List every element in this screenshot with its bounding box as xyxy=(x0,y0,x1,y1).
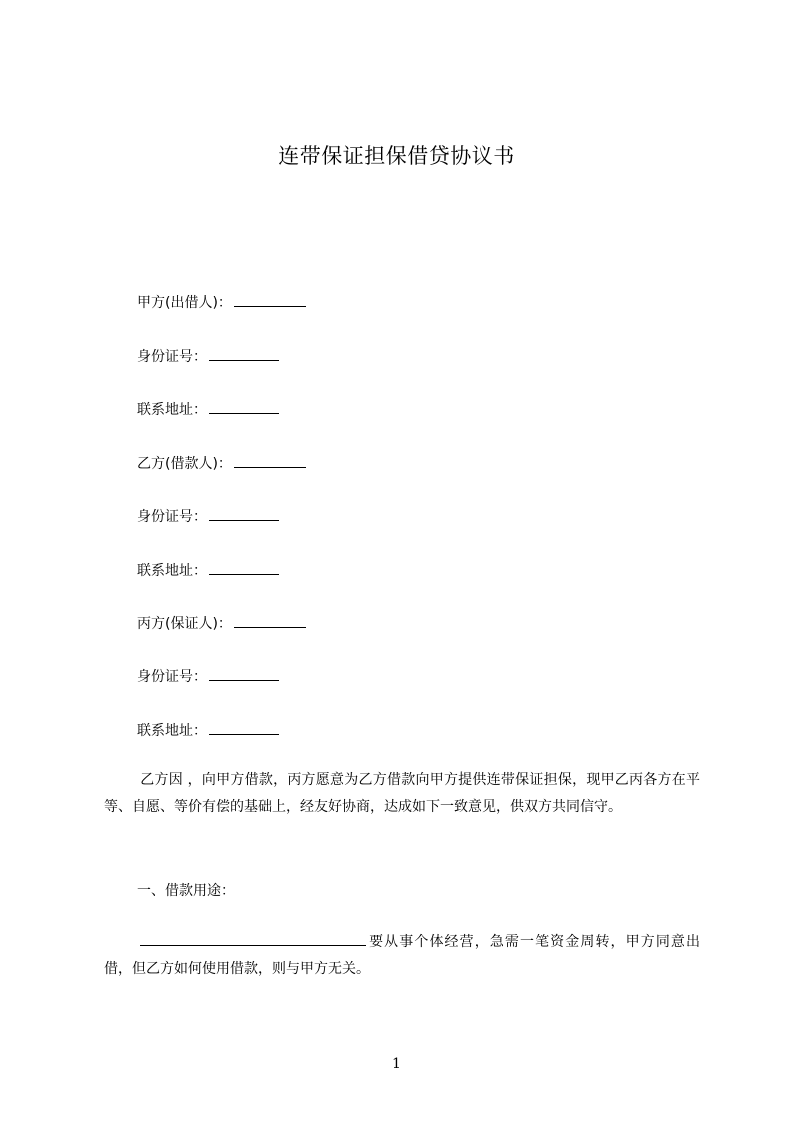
guarantor-id-field xyxy=(137,666,279,687)
borrower-address-label: 联系地址： xyxy=(137,563,207,579)
borrower-id-field xyxy=(137,506,279,527)
document-title: 连带保证担保借贷协议书 xyxy=(278,144,515,168)
guarantor-address-field xyxy=(137,720,279,741)
guarantor-name-label: 丙方(保证人)： xyxy=(137,616,232,632)
section-one-paragraph xyxy=(104,929,700,983)
borrower-id-label: 身份证号： xyxy=(137,509,207,525)
lender-address-blank[interactable] xyxy=(209,399,279,414)
guarantor-name-field xyxy=(137,613,306,634)
lender-address-field xyxy=(137,399,279,420)
borrower-address-field xyxy=(137,560,279,581)
lender-id-label: 身份证号： xyxy=(137,349,207,365)
intro-paragraph xyxy=(104,767,700,821)
guarantor-id-label: 身份证号： xyxy=(137,669,207,685)
borrower-name-blank[interactable] xyxy=(234,453,306,468)
guarantor-address-blank[interactable] xyxy=(209,720,279,735)
borrower-address-blank[interactable] xyxy=(209,560,279,575)
lender-name-field xyxy=(137,292,306,313)
guarantor-name-blank[interactable] xyxy=(234,613,306,628)
section-one-heading: 一、借款用途： xyxy=(137,883,235,899)
lender-address-label: 联系地址： xyxy=(137,402,207,418)
borrower-id-blank[interactable] xyxy=(209,506,279,521)
lender-id-field xyxy=(137,346,279,367)
lender-name-blank[interactable] xyxy=(234,292,306,307)
lender-id-blank[interactable] xyxy=(209,346,279,361)
borrower-name-field xyxy=(137,453,306,474)
intro-text: 乙方因 ，向甲方借款，丙方愿意为乙方借款向甲方提供连带保证担保，现甲乙丙各方在平等、自愿、等价有偿的基础上，经友好协商，达成如下一致意见，供双方共同信守。 xyxy=(104,772,700,815)
lender-name-label: 甲方(出借人)： xyxy=(137,295,232,311)
section-one-text: 要从事个体经营，急需一笔资金周转，甲方同意出借，但乙方如何使用借款，则与甲方无关。 xyxy=(104,934,700,977)
borrower-name-label: 乙方(借款人)： xyxy=(137,456,232,472)
guarantor-id-blank[interactable] xyxy=(209,666,279,681)
usage-blank[interactable] xyxy=(140,931,366,946)
guarantor-address-label: 联系地址： xyxy=(137,723,207,739)
page-number: 1 xyxy=(392,1056,401,1072)
